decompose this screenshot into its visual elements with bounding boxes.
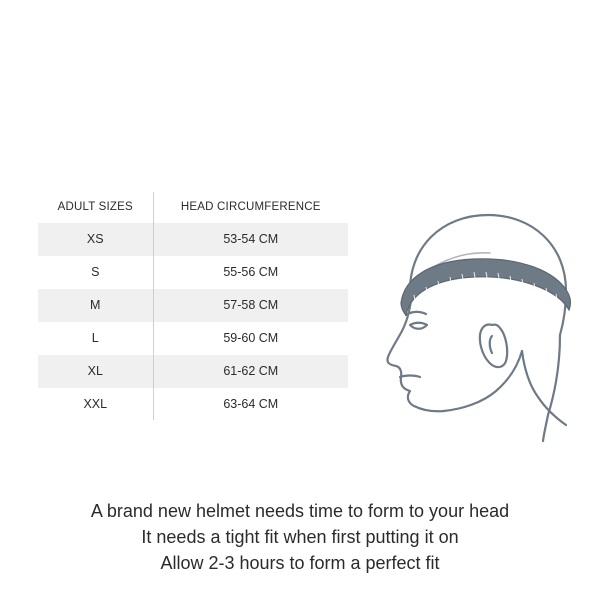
cell-circumference: 55-56 CM bbox=[153, 256, 348, 289]
table-header bbox=[38, 192, 348, 223]
caption-line-2: It needs a tight fit when first putting it on bbox=[141, 527, 459, 547]
measuring-tape-icon bbox=[401, 259, 570, 315]
cell-size: XS bbox=[38, 223, 153, 256]
cell-circumference: 63-64 CM bbox=[153, 388, 348, 421]
table-header-row bbox=[38, 192, 348, 223]
head-profile-icon bbox=[370, 175, 585, 445]
cell-circumference: 61-62 CM bbox=[153, 355, 348, 388]
cell-size: XXL bbox=[83, 397, 108, 411]
table-row bbox=[38, 355, 348, 388]
column-header-head-circumference: HEAD CIRCUMFERENCE bbox=[153, 192, 348, 223]
table-body bbox=[38, 223, 348, 421]
cell-circumference: 59-60 CM bbox=[153, 322, 348, 355]
caption-line-1: A brand new helmet needs time to form to your head bbox=[90, 501, 510, 521]
head-profile-illustration bbox=[370, 175, 585, 445]
cell-circumference: 57-58 CM bbox=[153, 289, 348, 322]
cell-size: XL bbox=[38, 355, 153, 388]
caption-block bbox=[0, 498, 600, 576]
column-header-adult-sizes: ADULT SIZES bbox=[57, 201, 133, 213]
table-row bbox=[38, 289, 348, 322]
cell-size: L bbox=[91, 331, 99, 345]
cell-circumference: 53-54 CM bbox=[153, 223, 348, 256]
table-row bbox=[38, 223, 348, 256]
cell-size: S bbox=[91, 265, 100, 279]
table-row bbox=[38, 388, 348, 421]
size-chart-table bbox=[38, 192, 348, 420]
caption-line-3: Allow 2-3 hours to form a perfect fit bbox=[160, 553, 440, 573]
table-row bbox=[38, 256, 348, 289]
cell-size: M bbox=[38, 289, 153, 322]
table-row bbox=[38, 322, 348, 355]
